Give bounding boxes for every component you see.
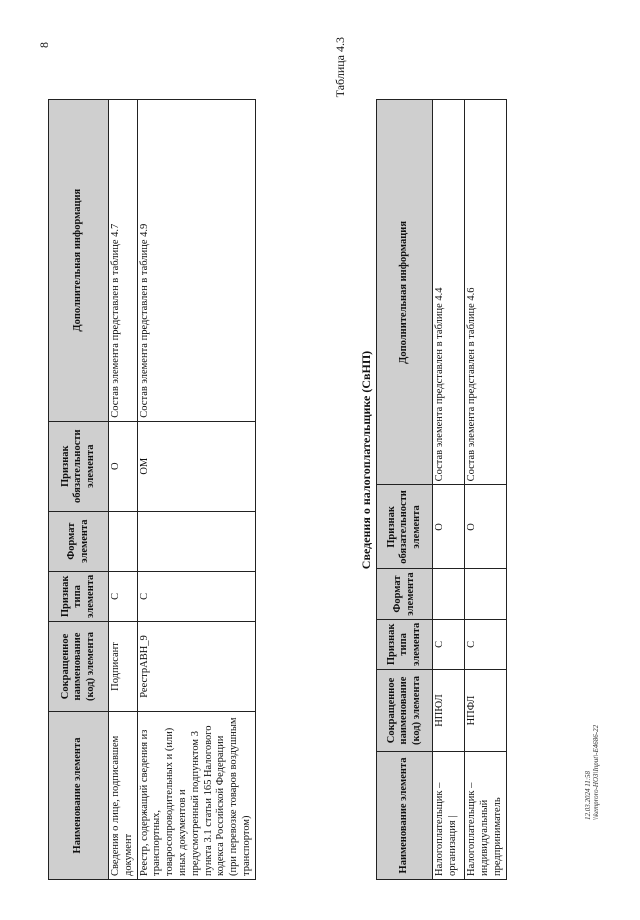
cell-additional-info: Состав элемента представлен в таблице 4.6 bbox=[465, 100, 507, 485]
table-title: Сведения о налогоплательщике (СвНП) bbox=[359, 350, 373, 570]
header-element-format: Формат элемента bbox=[49, 511, 109, 571]
cell-element-type: С bbox=[109, 571, 138, 621]
cell-element-name: Налогоплательщик – организация | bbox=[433, 752, 465, 880]
table-label: Таблица 4.3 bbox=[333, 37, 347, 98]
cell-element-code: НПФЛ bbox=[465, 670, 507, 752]
cell-element-required: О bbox=[465, 485, 507, 569]
elements-table-continued bbox=[48, 99, 256, 880]
cell-additional-info: Состав элемента представлен в таблице 4.7 bbox=[109, 99, 138, 421]
cell-element-format bbox=[433, 569, 465, 619]
table-header-row bbox=[49, 99, 109, 879]
cell-element-code: Подписант bbox=[109, 622, 138, 712]
cell-element-format bbox=[465, 569, 507, 619]
header-element-required: Признак обязательности элемента bbox=[377, 485, 433, 569]
footer-timestamp: 12.03.2024 11:58 bbox=[584, 770, 592, 820]
cell-element-code: РеестрАВН_9 bbox=[137, 622, 255, 712]
table-row bbox=[465, 100, 507, 880]
taxpayer-info-table bbox=[376, 99, 507, 880]
cell-element-required: О bbox=[433, 485, 465, 569]
cell-element-required: О bbox=[109, 421, 138, 511]
cell-element-type: С bbox=[137, 571, 255, 621]
cell-additional-info: Состав элемента представлен в таблице 4.9 bbox=[137, 99, 255, 421]
header-element-code: Сокращенное наименование (код) элемента bbox=[377, 670, 433, 752]
header-element-type: Признак типа элемента bbox=[49, 571, 109, 621]
table-row bbox=[137, 99, 255, 879]
cell-element-format bbox=[137, 511, 255, 571]
header-element-code: Сокращенное наименование (код) элемента bbox=[49, 622, 109, 712]
footer-path: \\kemproro-НОЗ\Input\-Е4686-22 bbox=[592, 724, 601, 820]
cell-element-code: НПЮЛ bbox=[433, 670, 465, 752]
header-element-name: Наименование элемента bbox=[49, 712, 109, 880]
cell-element-type: С bbox=[433, 619, 465, 669]
header-additional-info: Дополнительная информация bbox=[49, 99, 109, 421]
header-additional-info: Дополнительная информация bbox=[377, 100, 433, 485]
header-element-required: Признак обязательности элемента bbox=[49, 421, 109, 511]
cell-element-name: Реестр, содержащий сведения из транспортных, товаросопроводительных и (или) иных документов и предусмотренный подпунктом 3 пункта 3.1 статьи 165 Налогового кодекса Российской Федерации (при перевозке товаров воздушным транспортом) bbox=[137, 712, 255, 880]
cell-element-type: С bbox=[465, 619, 507, 669]
page-number: 8 bbox=[37, 42, 51, 48]
header-element-type: Признак типа элемента bbox=[377, 619, 433, 669]
cell-element-name: Налогоплательщик – индивидуальный предприниматель bbox=[465, 752, 507, 880]
table-row bbox=[433, 100, 465, 880]
header-element-name: Наименование элемента bbox=[377, 752, 433, 880]
cell-element-format bbox=[109, 511, 138, 571]
cell-element-name: Сведения о лице, подписавшем документ bbox=[109, 712, 138, 880]
document-footer-stamp bbox=[584, 725, 601, 820]
cell-element-required: ОМ bbox=[137, 421, 255, 511]
cell-additional-info: Состав элемента представлен в таблице 4.4 bbox=[433, 100, 465, 485]
header-element-format: Формат элемента bbox=[377, 569, 433, 619]
table-row bbox=[109, 99, 138, 879]
table-header-row bbox=[377, 100, 433, 880]
